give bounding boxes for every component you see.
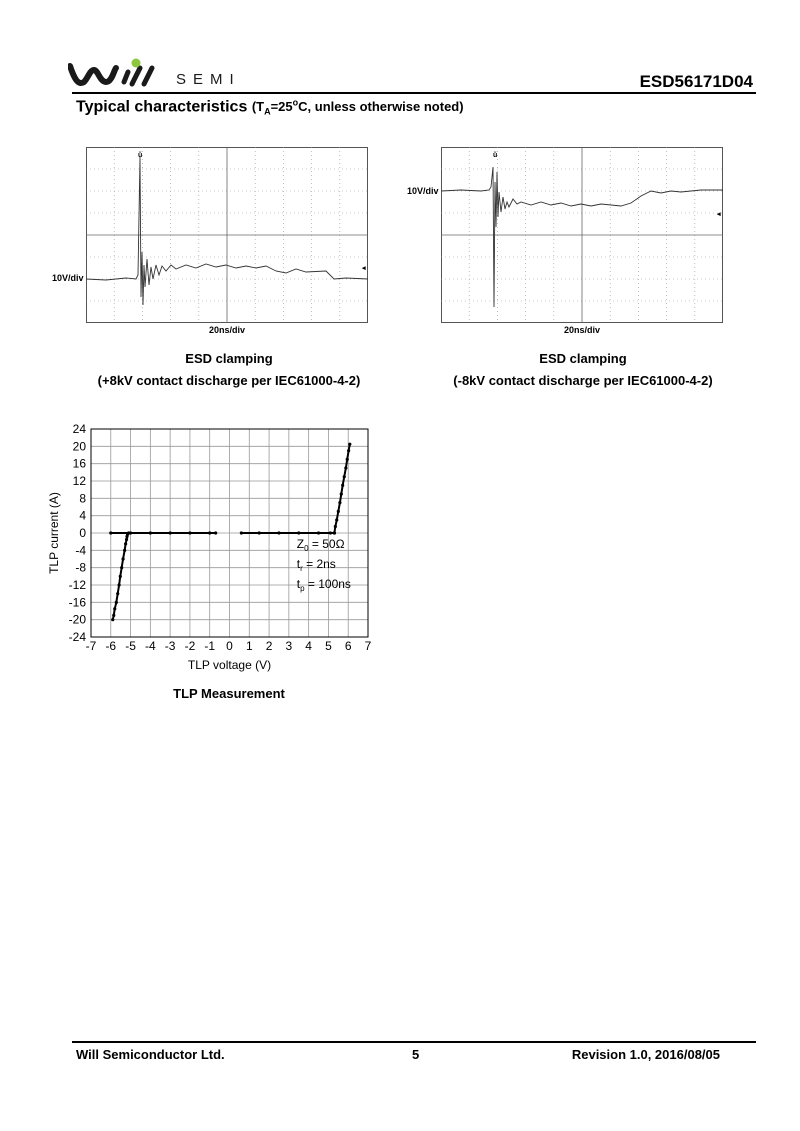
x-tick-label: -6	[105, 639, 117, 653]
data-point	[335, 518, 338, 521]
data-point	[277, 531, 280, 534]
x-tick-label: -1	[204, 639, 216, 653]
y-tick-label: 0	[79, 526, 86, 540]
data-point	[341, 484, 344, 487]
legend-entry: $t_r = 2ns$	[296, 557, 336, 574]
data-point	[334, 525, 337, 528]
data-point	[119, 575, 122, 578]
y-axis-label: TLP current (A)	[47, 492, 61, 574]
y-tick-label: 16	[72, 456, 86, 471]
x-tick-label: -7	[85, 639, 97, 653]
data-point	[116, 592, 119, 595]
data-point	[109, 531, 112, 534]
scope-left-vscale: 10V/div	[52, 273, 84, 283]
data-point	[188, 531, 191, 534]
scope-left-hscale: 20ns/div	[209, 325, 246, 335]
data-point	[329, 531, 332, 534]
svg-text:ǔ: ǔ	[493, 152, 498, 159]
data-point	[346, 458, 349, 461]
x-tick-label: 3	[285, 639, 293, 653]
scope-left-caption-title: ESD clamping	[185, 351, 273, 366]
footer-page-number: 5	[412, 1047, 420, 1062]
data-point	[149, 531, 152, 534]
legend-entry: $Z_0 = 50\Omega$	[296, 537, 345, 554]
x-tick-label: 2	[265, 639, 273, 653]
legend-entry: $t_p = 100ns$	[296, 577, 351, 594]
scope-left-caption-desc: (+8kV contact discharge per IEC61000-4-2)	[97, 373, 361, 388]
data-point	[112, 614, 115, 617]
esd-positive-scope	[86, 147, 368, 323]
data-point	[317, 531, 320, 534]
company-logo	[68, 58, 258, 90]
footer-rule	[72, 1041, 756, 1043]
y-tick-label: 24	[72, 422, 86, 436]
logo-semi-text: SEMI	[176, 71, 241, 88]
scope-right-caption-desc: (-8kV contact discharge per IEC61000-4-2)	[453, 373, 713, 388]
data-point	[169, 531, 172, 534]
y-tick-label: -4	[75, 543, 86, 558]
data-point	[344, 466, 347, 469]
section-title: Typical characteristics	[76, 98, 248, 116]
data-point	[338, 501, 341, 504]
y-tick-label: -24	[68, 630, 86, 644]
y-tick-label: 4	[79, 508, 86, 523]
will-logo-mark	[68, 58, 258, 90]
data-point	[129, 531, 132, 534]
data-point	[333, 531, 336, 534]
y-tick-label: -20	[68, 612, 86, 627]
data-point	[125, 538, 128, 541]
y-tick-label: -12	[68, 578, 86, 592]
data-point	[117, 583, 120, 586]
x-tick-label: -5	[125, 639, 136, 653]
data-point	[258, 531, 261, 534]
svg-text:ǔ: ǔ	[138, 152, 143, 159]
x-tick-label: -3	[164, 639, 176, 653]
data-point	[337, 510, 340, 513]
section-heading	[76, 98, 464, 117]
data-point	[111, 618, 114, 621]
y-tick-label: 8	[79, 491, 86, 506]
y-tick-label: -16	[68, 595, 86, 610]
x-tick-label: 6	[344, 639, 352, 653]
data-point	[113, 607, 116, 610]
svg-text:◂: ◂	[362, 265, 366, 272]
data-point	[208, 531, 211, 534]
data-point	[120, 566, 123, 569]
data-point	[340, 492, 343, 495]
tlp-caption: TLP Measurement	[173, 686, 285, 701]
x-axis-label: TLP voltage (V)	[187, 658, 272, 672]
data-point	[343, 475, 346, 478]
x-tick-label: 0	[226, 639, 233, 653]
scope-right-caption-title: ESD clamping	[539, 351, 627, 366]
x-tick-label: -2	[184, 639, 196, 653]
section-conditions: ($T_A=25^oC$, unless otherwise noted)	[251, 98, 464, 117]
data-point	[347, 449, 350, 452]
data-point	[240, 531, 243, 534]
data-point	[123, 549, 126, 552]
data-point	[124, 542, 127, 545]
y-tick-label: -8	[75, 560, 86, 575]
footer-revision: Revision 1.0, 2016/08/05	[571, 1047, 720, 1062]
scope-right-hscale: 20ns/div	[564, 325, 601, 335]
data-point	[348, 443, 351, 446]
y-tick-label: 12	[72, 474, 86, 488]
data-point	[297, 531, 300, 534]
footer-company: Will Semiconductor Ltd.	[76, 1047, 225, 1062]
x-tick-label: 7	[364, 639, 372, 653]
svg-text:◂: ◂	[717, 211, 721, 218]
tlp-chart	[40, 420, 390, 682]
x-tick-label: -4	[145, 639, 156, 653]
y-tick-label: 20	[72, 439, 86, 454]
header-rule	[72, 92, 756, 94]
data-point	[115, 601, 118, 604]
data-point	[121, 557, 124, 560]
esd-negative-scope	[441, 147, 723, 323]
x-tick-label: 1	[245, 639, 253, 653]
document-id: ESD56171D04	[639, 72, 753, 91]
x-tick-label: 5	[325, 639, 332, 653]
data-point	[214, 531, 217, 534]
scope-right-vscale: 10V/div	[407, 186, 439, 196]
x-tick-label: 4	[305, 639, 312, 653]
